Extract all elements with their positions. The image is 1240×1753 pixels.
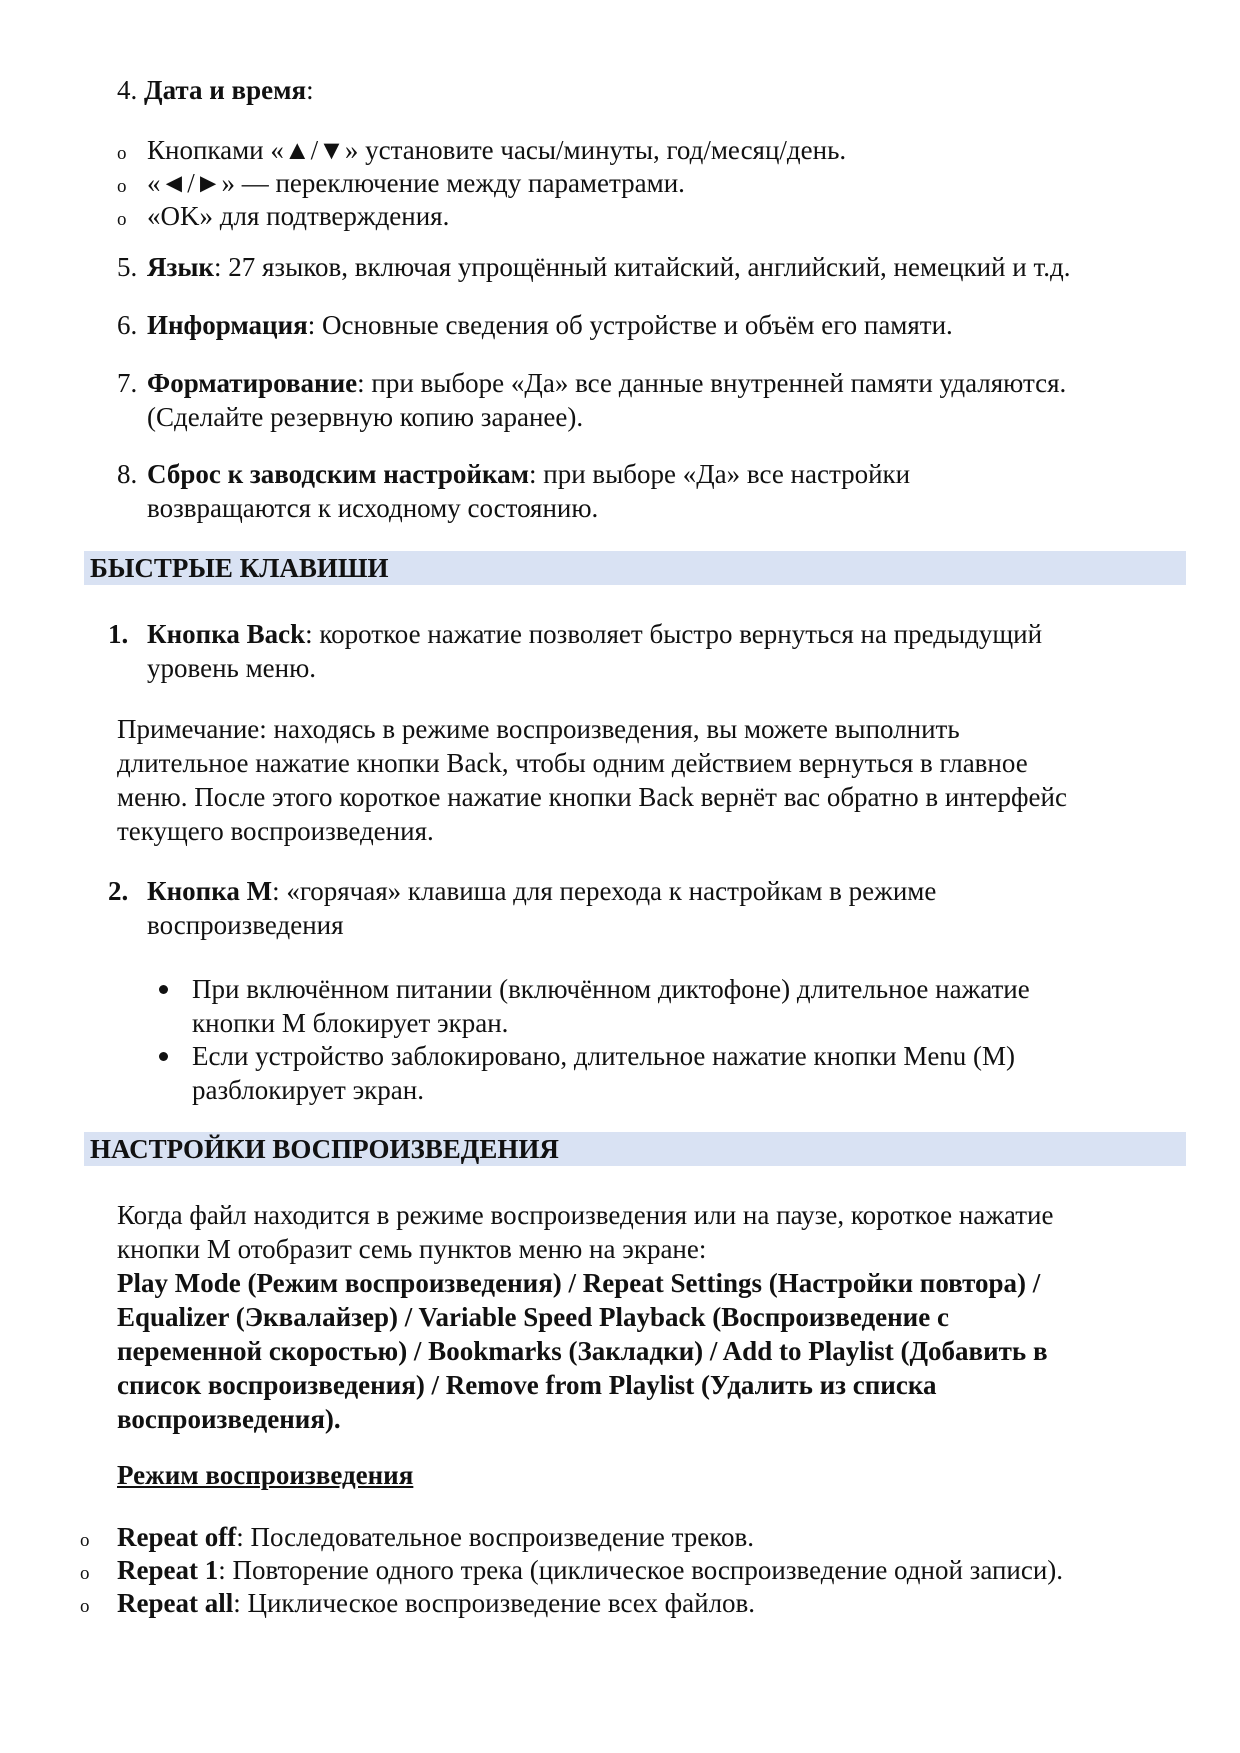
circle-bullet-icon: o (117, 176, 127, 197)
section-heading-playback (84, 1132, 1186, 1166)
hotkey-item-back: Кнопка Back: короткое нажатие позволяет быстро вернуться на предыдущий уровень меню. (147, 619, 1043, 683)
playback-menu-list: Play Mode (Режим воспроизведения) / Repeat Settings (Настройки повтора) / Equalizer (Эквалайзер) / Variable Speed Playback (Воспроизведение с переменной скоростью) / Bookmarks (Закладки) / Add to Playlist (Добавить в список воспроизведения) / Remove from Playlist (Удалить из списка воспроизведения). (117, 1268, 1048, 1434)
item-title: Форматирование (147, 368, 358, 398)
list-item: Repeat all: Циклическое воспроизведение всех файлов. (117, 1588, 756, 1618)
settings-item-5: Язык: 27 языков, включая упрощённый китайский, английский, немецкий и т.д. (147, 252, 1071, 282)
list-item: Если устройство заблокировано, длительное нажатие кнопки Menu (M) разблокирует экран. (192, 1041, 1016, 1105)
section-heading-text: НАСТРОЙКИ ВОСПРОИЗВЕДЕНИЯ (90, 1134, 559, 1164)
section-heading-text: БЫСТРЫЕ КЛАВИШИ (90, 553, 389, 583)
item-number: 1. (108, 619, 129, 649)
settings-item-6: Информация: Основные сведения об устройстве и объём его памяти. (147, 310, 953, 340)
list-item: При включённом питании (включённом диктофоне) длительное нажатие кнопки M блокирует экран. (192, 974, 1030, 1038)
item-number: 5. (117, 252, 138, 282)
item-title: Информация (147, 310, 308, 340)
circle-bullet-icon: o (117, 209, 127, 230)
settings-item-8: Сброс к заводским настройкам: при выборе «Да» все настройки возвращаются к исходному состоянию. (147, 459, 911, 523)
section-heading-hotkeys (84, 551, 1186, 585)
item-number: 2. (108, 876, 129, 906)
item-title: Язык (147, 252, 214, 282)
note-paragraph: Примечание: находясь в режиме воспроизведения, вы можете выполнить длительное нажатие кнопки Back, чтобы одним действием вернуться в главное меню. После этого короткое нажатие кнопки Back вернёт вас обратно в интерфейс текущего воспроизведения. (117, 714, 1067, 846)
hotkey-item-m: Кнопка M: «горячая» клавиша для перехода к настройкам в режиме воспроизведения (147, 876, 937, 940)
circle-bullet-icon: o (80, 1563, 90, 1584)
list-item: «◄/►» — переключение между параметрами. (147, 168, 685, 198)
settings-item-4: 4. Дата и время: (117, 75, 314, 105)
bullet-icon (159, 1052, 168, 1061)
item-title: Дата и время (144, 75, 307, 105)
item-title: Сброс к заводским настройкам (147, 459, 529, 489)
item-number: 7. (117, 368, 138, 398)
bullet-icon (159, 985, 168, 994)
list-item: Repeat off: Последовательное воспроизведение треков. (117, 1522, 754, 1552)
circle-bullet-icon: o (80, 1596, 90, 1617)
item-title: Кнопка Back (147, 619, 306, 649)
subheading-play-mode: Режим воспроизведения (117, 1460, 414, 1490)
item-number: 8. (117, 459, 138, 489)
circle-bullet-icon: o (117, 143, 127, 164)
playback-intro: Когда файл находится в режиме воспроизведения или на паузе, короткое нажатие кнопки M отобразит семь пунктов меню на экране: (117, 1200, 1054, 1264)
settings-item-7: Форматирование: при выборе «Да» все данные внутренней памяти удаляются. (Сделайте резервную копию заранее). (147, 368, 1067, 432)
circle-bullet-icon: o (80, 1530, 90, 1551)
list-item: «OK» для подтверждения. (147, 201, 450, 231)
item-title: Кнопка M (147, 876, 273, 906)
list-item: Repeat 1: Повторение одного трека (циклическое воспроизведение одной записи). (117, 1555, 1064, 1585)
item-number: 6. (117, 310, 138, 340)
item-number: 4. (117, 75, 138, 105)
list-item: Кнопками «▲/▼» установите часы/минуты, год/месяц/день. (147, 135, 847, 165)
